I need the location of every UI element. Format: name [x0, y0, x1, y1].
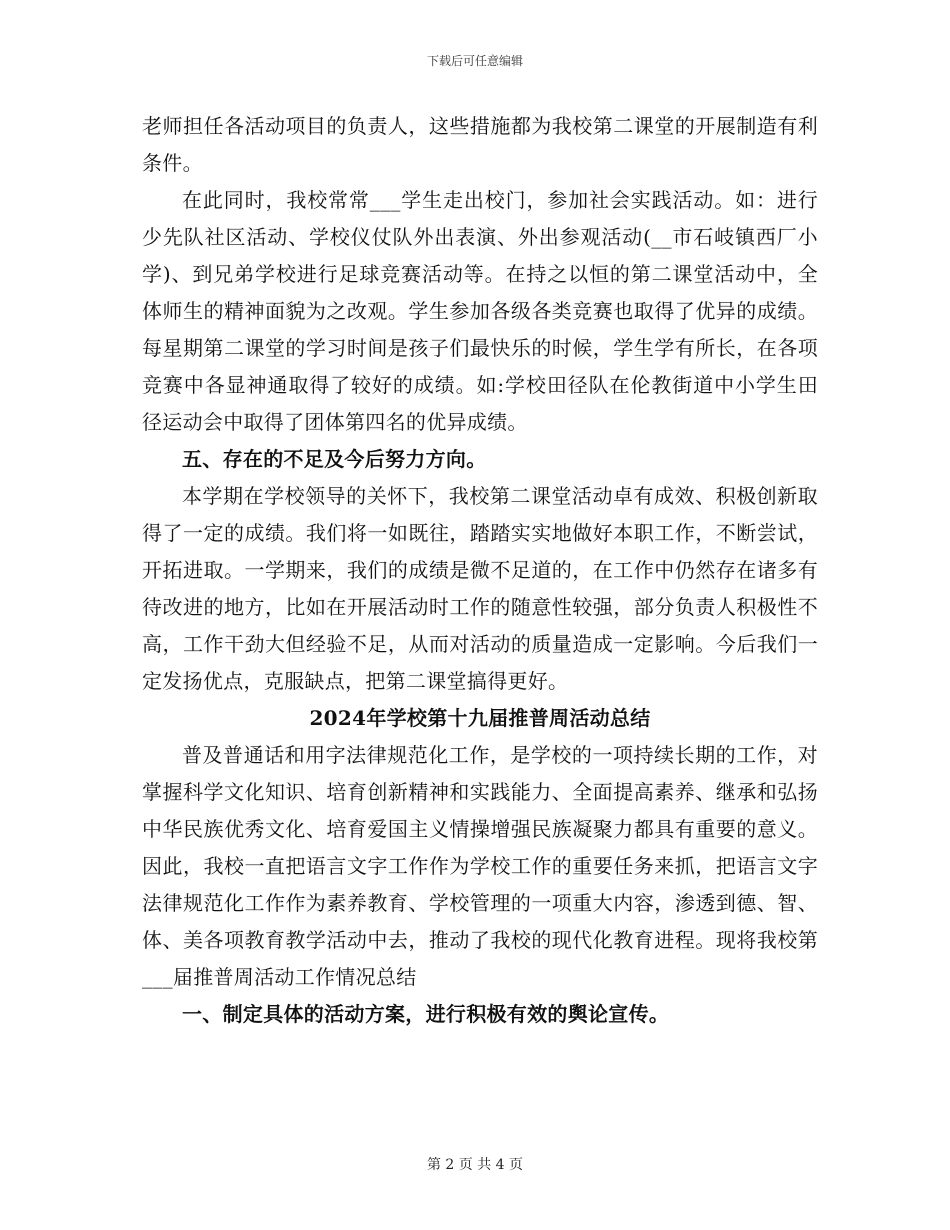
document-title: 2024年学校第十九届推普周活动总结 — [309, 706, 651, 730]
paragraph-shortcomings: 本学期在学校领导的关怀下，我校第二课堂活动卓有成效、积极创新取得了一定的成绩。我们将一如既往，踏踏实实地做好本职工作，不断尝试，开拓进取。一学期来，我们的成绩是微不足道的，在工作中仍然存在诸多有待改进的地方，比如在开展活动时工作的随意性较强，部分负责人积极性不高，工作干劲大但经验不足，从而对活动的质量造成一定影响。今后我们一定发扬优点，克服缺点，把第二课堂搞得更好。 — [142, 484, 818, 693]
section-heading-one: 一、制定具体的活动方案，进行积极有效的舆论宣传。 — [182, 1002, 670, 1026]
paragraph-social-practice: 在此同时，我校常常___学生走出校门，参加社会实践活动。如：进行少先队社区活动、学校仪仗队外出表演、外出参观活动(__市石岐镇西厂小学)、到兄弟学校进行足球竞赛活动等。在持之以恒的第二课堂活动中，全体师生的精神面貌为之改观。学生参加各级各类竞赛也取得了优异的成绩。每星期第二课堂的学习时间是孩子们最快乐的时候，学生学有所长，在各项竞赛中各显神通取得了较好的成绩。如:学校田径队在伦教街道中小学生田径运动会中取得了团体第四名的优异成绩。 — [142, 188, 818, 434]
section-heading-five: 五、存在的不足及今后努力方向。 — [182, 447, 487, 471]
paragraph-continuation: 老师担任各活动项目的负责人，这些措施都为我校第二课堂的开展制造有利条件。 — [142, 114, 818, 175]
document-body — [142, 108, 818, 1033]
paragraph-putonghua-intro: 普及普通话和用字法律规范化工作，是学校的一项持续长期的工作，对掌握科学文化知识、培育创新精神和实践能力、全面提高素养、继承和弘扬中华民族优秀文化、培育爱国主义情操增强民族凝聚力都具有重要的意义。因此，我校一直把语言文字工作作为学校工作的重要任务来抓，把语言文字法律规范化工作作为素养教育、学校管理的一项重大内容，渗透到德、智、体、美各项教育教学活动中去，推动了我校的现代化教育进程。现将我校第___届推普周活动工作情况总结 — [142, 743, 818, 989]
page-header: 下载后可任意编辑 — [426, 54, 523, 68]
page-footer: 第 2 页 共 4 页 — [426, 1157, 524, 1173]
